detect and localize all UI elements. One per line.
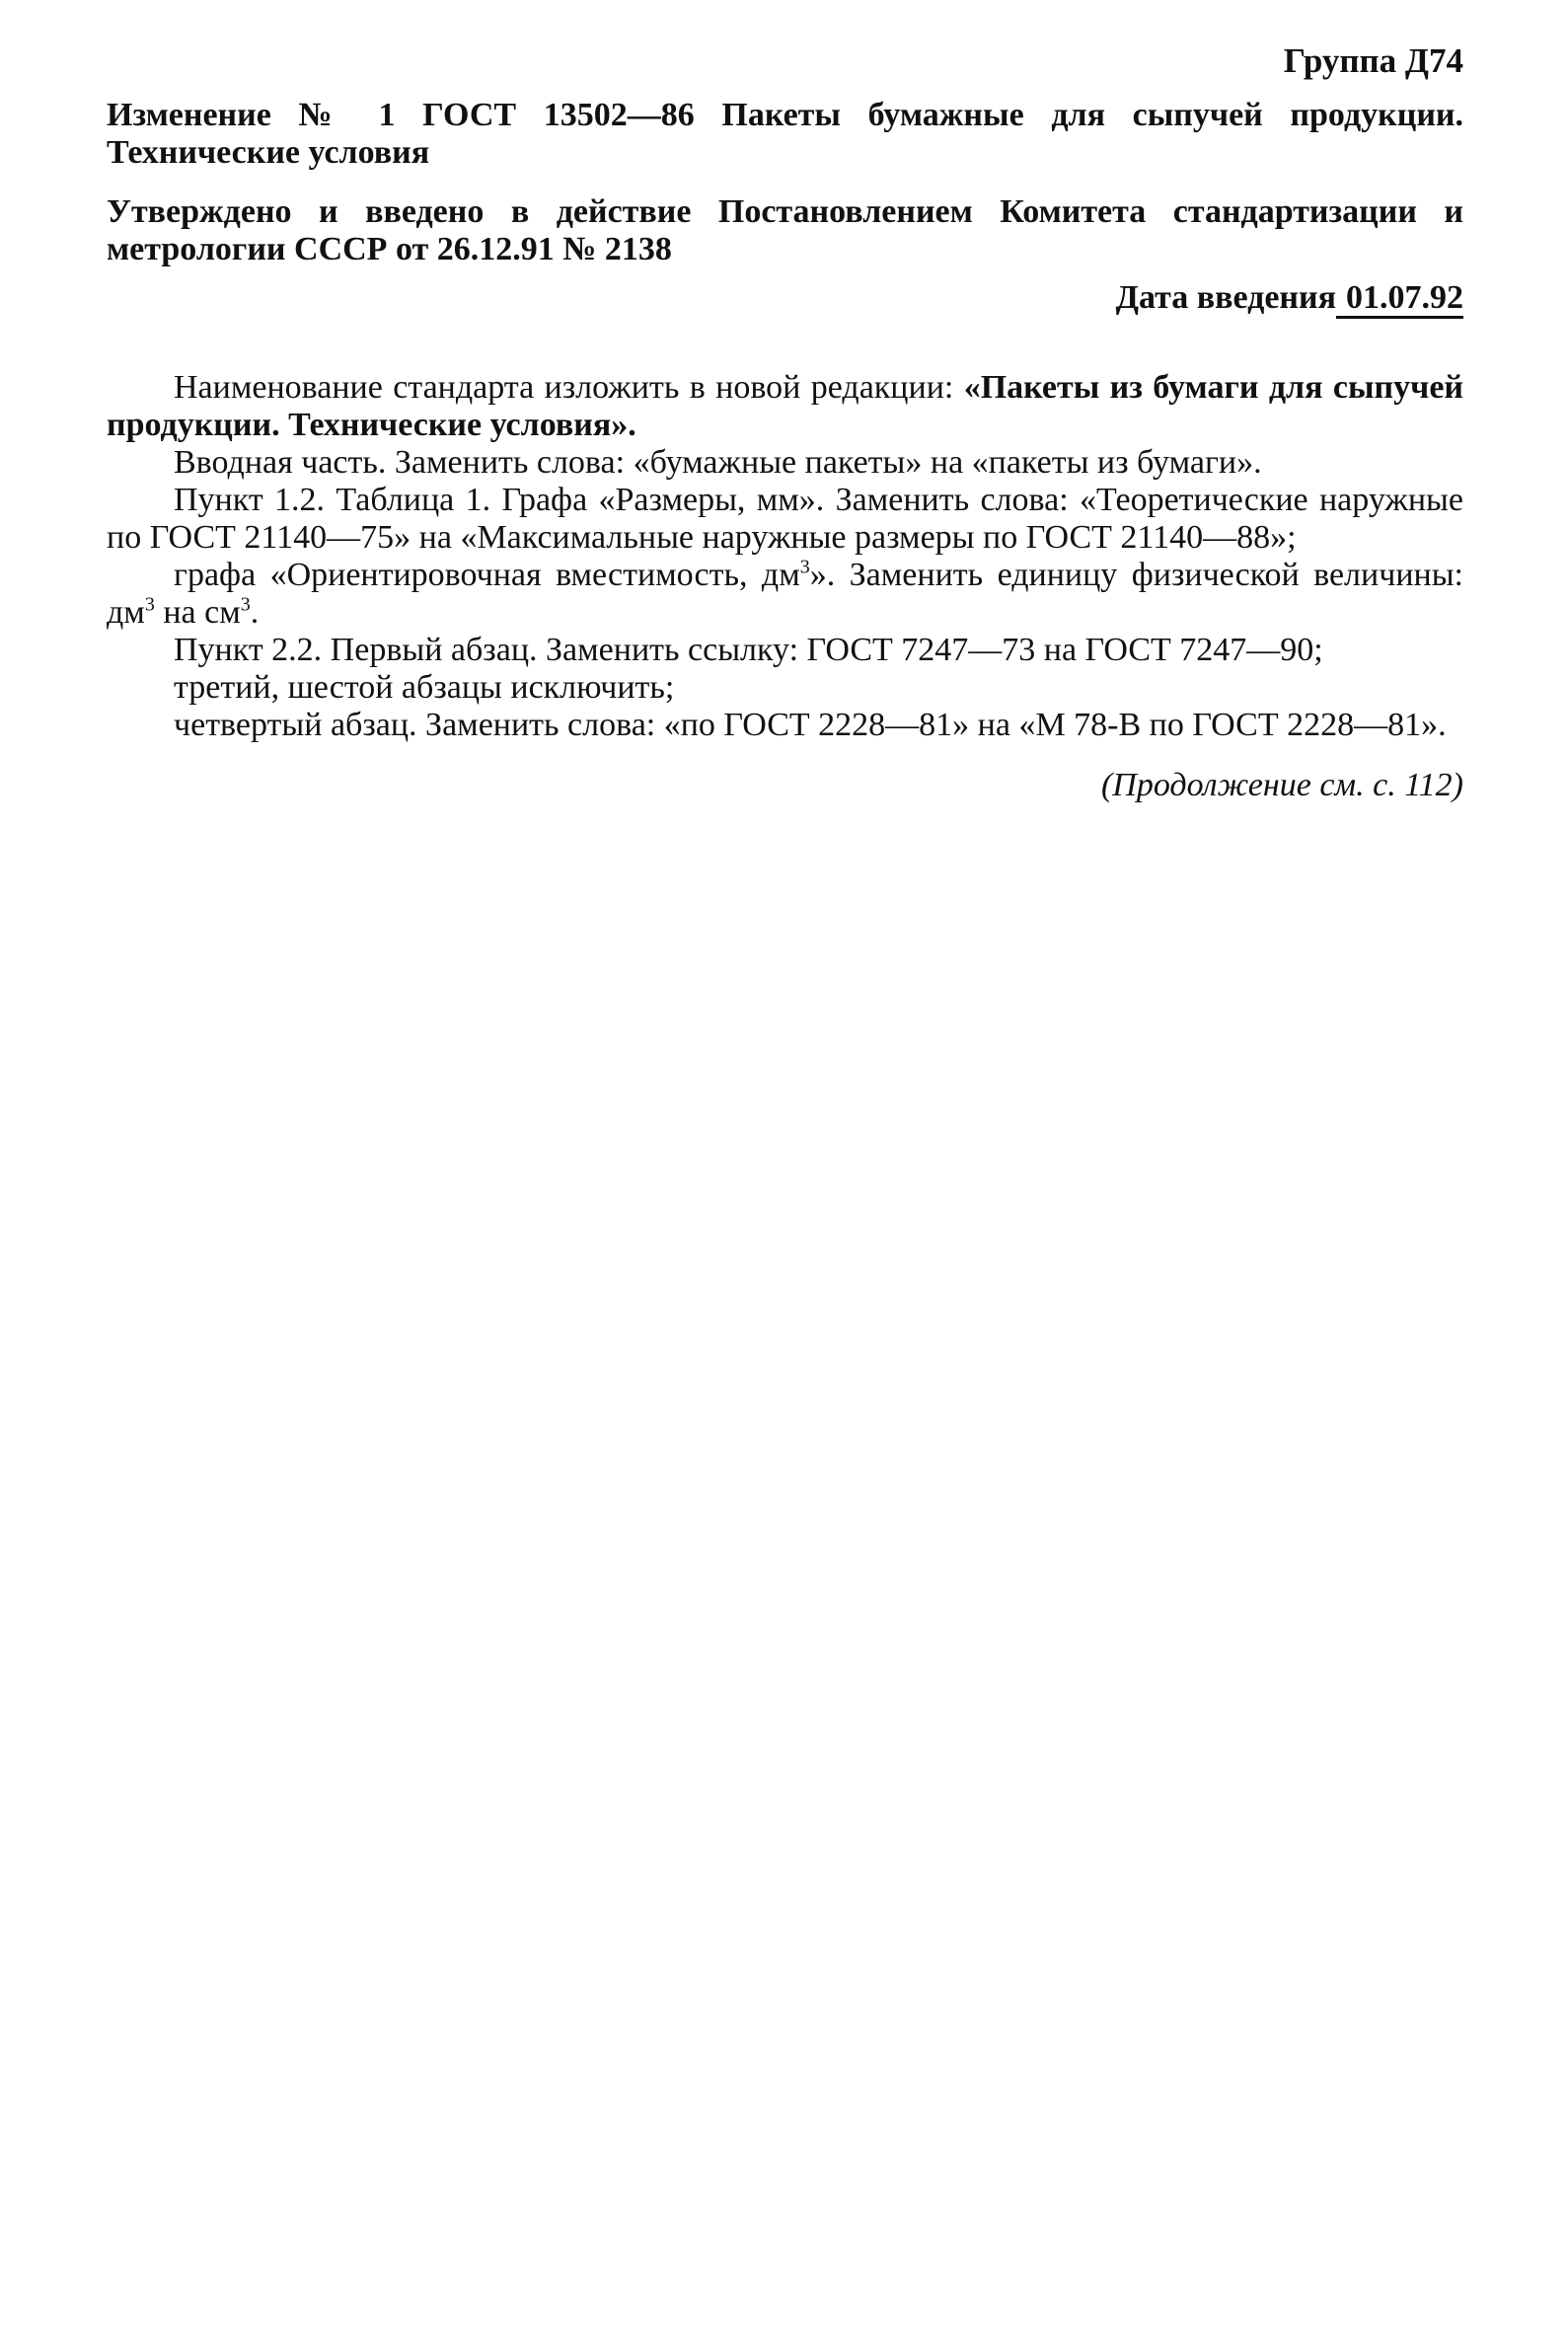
change-title: Изменение № 1 ГОСТ 13502—86 Пакеты бумажные для сыпучей продукции. Технические условия: [107, 97, 1463, 171]
effective-date-label: Дата введения: [1115, 279, 1336, 316]
paragraph-intro-change: Вводная часть. Заменить слова: «бумажные пакеты» на «пакеты из бумаги».: [174, 444, 1262, 481]
superscript: 3: [799, 556, 810, 578]
paragraph-title-change: [107, 369, 1463, 444]
effective-date-value: 01.07.92: [1336, 279, 1463, 319]
paragraph-item-1-2: Пункт 1.2. Таблица 1. Графа «Размеры, мм». Заменить слова: «Теоретические наружные по ГОСТ 21140—75» на «Максимальные наружные размеры по ГОСТ 21140—88»;: [107, 482, 1463, 556]
paragraph-text: ». Заменить единицу физической величины: дм: [107, 557, 1464, 631]
group-code: Группа Д74: [1283, 41, 1463, 80]
paragraph-text: на см: [154, 594, 241, 631]
paragraph-text: .: [250, 594, 260, 631]
new-title-text: «Пакеты из бумаги для сыпучей продукции. Технические условия».: [107, 369, 1463, 443]
superscript: 3: [144, 593, 155, 616]
effective-date: [107, 278, 1463, 318]
document-body: [107, 369, 1463, 744]
superscript: 3: [240, 593, 251, 616]
paragraph-capacity-column: [107, 557, 1463, 632]
paragraph-third-sixth: третий, шестой абзацы исключить;: [174, 669, 675, 706]
document-page: [107, 39, 1463, 805]
paragraph-item-2-2: Пункт 2.2. Первый абзац. Заменить ссылку: ГОСТ 7247—73 на ГОСТ 7247—90;: [174, 632, 1323, 668]
approval-statement: Утверждено и введено в действие Постановлением Комитета стандартизации и метрологии СССР от 26.12.91 № 2138: [107, 193, 1463, 267]
paragraph-text: графа «Ориентировочная вместимость, дм: [174, 557, 800, 593]
paragraph-text: Наименование стандарта изложить в новой редакции:: [174, 369, 964, 406]
continuation-note: (Продолжение см. с. 112): [1100, 767, 1463, 803]
paragraph-fourth: четвертый абзац. Заменить слова: «по ГОСТ 2228—81» на «М 78-В по ГОСТ 2228—81».: [174, 707, 1447, 743]
